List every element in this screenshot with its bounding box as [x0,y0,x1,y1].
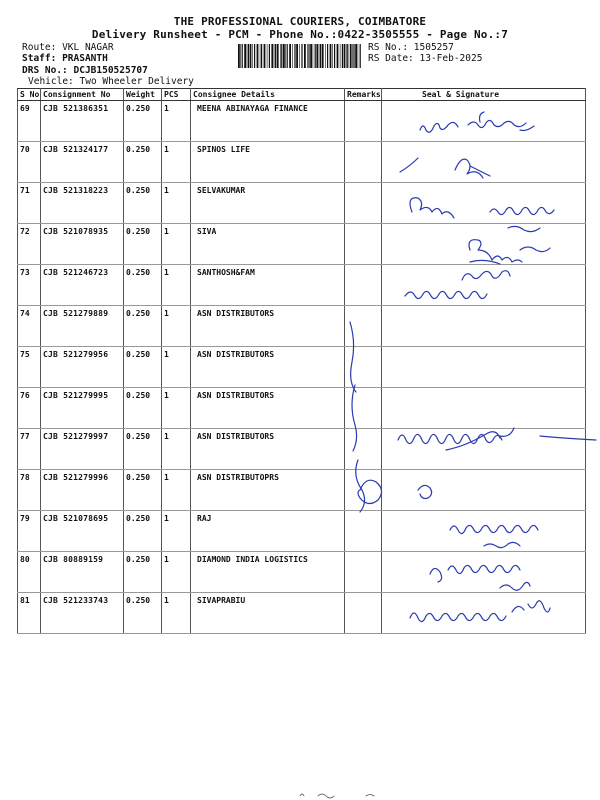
barcode-icon [238,44,363,68]
cell-weight: 0.250 [124,552,162,593]
cell-weight: 0.250 [124,265,162,306]
cell-signature [382,470,586,511]
col-header-consignee: Consignee Details [191,89,345,101]
cell-remarks [345,183,382,224]
cell-consignment-no: CJB 521078935 [41,224,124,265]
rs-no-label: RS No.: [368,42,409,53]
cell-consignee: ASN DISTRIBUTOPRS [191,470,345,511]
cell-consignment-no: CJB 521386351 [41,101,124,142]
cell-consignee: SIVAPRABIU [191,593,345,634]
cell-remarks [345,552,382,593]
cell-consignee: ASN DISTRIBUTORS [191,388,345,429]
table-row [18,552,586,593]
table-row [18,265,586,306]
cell-consignee: DIAMOND INDIA LOGISTICS [191,552,345,593]
cell-signature [382,593,586,634]
cell-signature [382,142,586,183]
cell-sno: 80 [18,552,41,593]
cell-consignee: RAJ [191,511,345,552]
cell-weight: 0.250 [124,306,162,347]
cell-signature [382,224,586,265]
cell-consignee: ASN DISTRIBUTORS [191,429,345,470]
table-row [18,429,586,470]
cell-sno: 75 [18,347,41,388]
col-header-weight: Weight [124,89,162,101]
cell-pcs: 1 [162,429,191,470]
cell-remarks [345,265,382,306]
cell-consignee: SPINOS LIFE [191,142,345,183]
cell-sno: 71 [18,183,41,224]
staff-line [22,53,108,64]
table-row [18,101,586,142]
cell-sno: 70 [18,142,41,183]
cell-remarks [345,429,382,470]
route-line [22,42,114,53]
table-header-row [18,89,586,101]
cell-consignee: MEENA ABINAYAGA FINANCE [191,101,345,142]
cell-consignment-no: CJB 521233743 [41,593,124,634]
cell-sno: 76 [18,388,41,429]
runsheet-subtitle: Delivery Runsheet - PCM - Phone No.:0422-3505555 - Page No.:7 [91,28,509,41]
cell-pcs: 1 [162,552,191,593]
cell-sno: 72 [18,224,41,265]
table-row [18,593,586,634]
cell-sno: 74 [18,306,41,347]
company-title: THE PROFESSIONAL COURIERS, COIMBATORE [173,15,427,28]
table-row [18,470,586,511]
table-row [18,388,586,429]
cell-remarks [345,593,382,634]
cell-pcs: 1 [162,388,191,429]
rs-date-line [368,53,482,64]
cell-sno: 78 [18,470,41,511]
route-label: Route: [22,42,57,53]
cell-signature [382,511,586,552]
col-header-sno: S No [18,89,41,101]
rs-date-value: 13-Feb-2025 [419,53,483,64]
cell-signature [382,552,586,593]
drs-label: DRS No.: [22,65,68,76]
cell-pcs: 1 [162,347,191,388]
cell-consignment-no: CJB 521279889 [41,306,124,347]
cell-weight: 0.250 [124,224,162,265]
col-header-signature: Seal & Signature [382,89,586,101]
runsheet-table [17,88,586,634]
cell-signature [382,183,586,224]
cell-pcs: 1 [162,142,191,183]
vehicle-label: Vehicle: [28,76,74,87]
cell-weight: 0.250 [124,388,162,429]
cell-consignment-no: CJB 521279997 [41,429,124,470]
cell-weight: 0.250 [124,470,162,511]
table-row [18,224,586,265]
cell-consignee: ASN DISTRIBUTORS [191,347,345,388]
cell-weight: 0.250 [124,511,162,552]
cell-consignee: ASN DISTRIBUTORS [191,306,345,347]
table-row [18,183,586,224]
rs-no-value: 1505257 [413,42,454,53]
table-row [18,142,586,183]
cell-weight: 0.250 [124,347,162,388]
cell-consignment-no: CJB 521279995 [41,388,124,429]
cell-signature [382,429,586,470]
cell-remarks [345,388,382,429]
cell-pcs: 1 [162,511,191,552]
cell-consignee: SELVAKUMAR [191,183,345,224]
cell-remarks [345,142,382,183]
col-header-remarks: Remarks [345,89,382,101]
cell-pcs: 1 [162,224,191,265]
cell-sno: 69 [18,101,41,142]
cell-consignment-no: CJB 521279956 [41,347,124,388]
staff-value: PRASANTH [62,53,108,64]
cell-pcs: 1 [162,101,191,142]
cell-consignment-no: CJB 80889159 [41,552,124,593]
cell-weight: 0.250 [124,142,162,183]
cell-sno: 81 [18,593,41,634]
vehicle-value: Two Wheeler Delivery [79,76,194,87]
cell-signature [382,265,586,306]
cell-consignment-no: CJB 521078695 [41,511,124,552]
staff-label: Staff: [22,53,57,64]
cell-weight: 0.250 [124,101,162,142]
cell-consignment-no: CJB 521279996 [41,470,124,511]
cell-consignment-no: CJB 521246723 [41,265,124,306]
cell-sno: 77 [18,429,41,470]
rs-date-label: RS Date: [368,53,414,64]
cell-signature [382,388,586,429]
cell-remarks [345,511,382,552]
table-row [18,511,586,552]
cell-pcs: 1 [162,470,191,511]
cell-remarks [345,470,382,511]
cell-pcs: 1 [162,265,191,306]
cell-consignee: SANTHOSH&FAM [191,265,345,306]
drs-value: DCJB150525707 [73,65,148,76]
cell-pcs: 1 [162,593,191,634]
cell-remarks [345,224,382,265]
cell-sno: 73 [18,265,41,306]
cell-consignment-no: CJB 521318223 [41,183,124,224]
cell-signature [382,306,586,347]
cell-pcs: 1 [162,306,191,347]
cell-remarks [345,306,382,347]
table-row [18,347,586,388]
route-value: VKL NAGAR [62,42,114,53]
cell-sno: 79 [18,511,41,552]
cell-signature [382,347,586,388]
col-header-consignment: Consignment No [41,89,124,101]
cell-pcs: 1 [162,183,191,224]
cell-weight: 0.250 [124,183,162,224]
table-row [18,306,586,347]
cell-signature [382,101,586,142]
col-header-pcs: PCS [162,89,191,101]
vehicle-line [28,76,194,87]
cell-remarks [345,101,382,142]
cell-remarks [345,347,382,388]
cell-weight: 0.250 [124,429,162,470]
cell-weight: 0.250 [124,593,162,634]
cell-consignment-no: CJB 521324177 [41,142,124,183]
rs-no-line [368,42,454,53]
drs-line [22,65,148,76]
cell-consignee: SIVA [191,224,345,265]
